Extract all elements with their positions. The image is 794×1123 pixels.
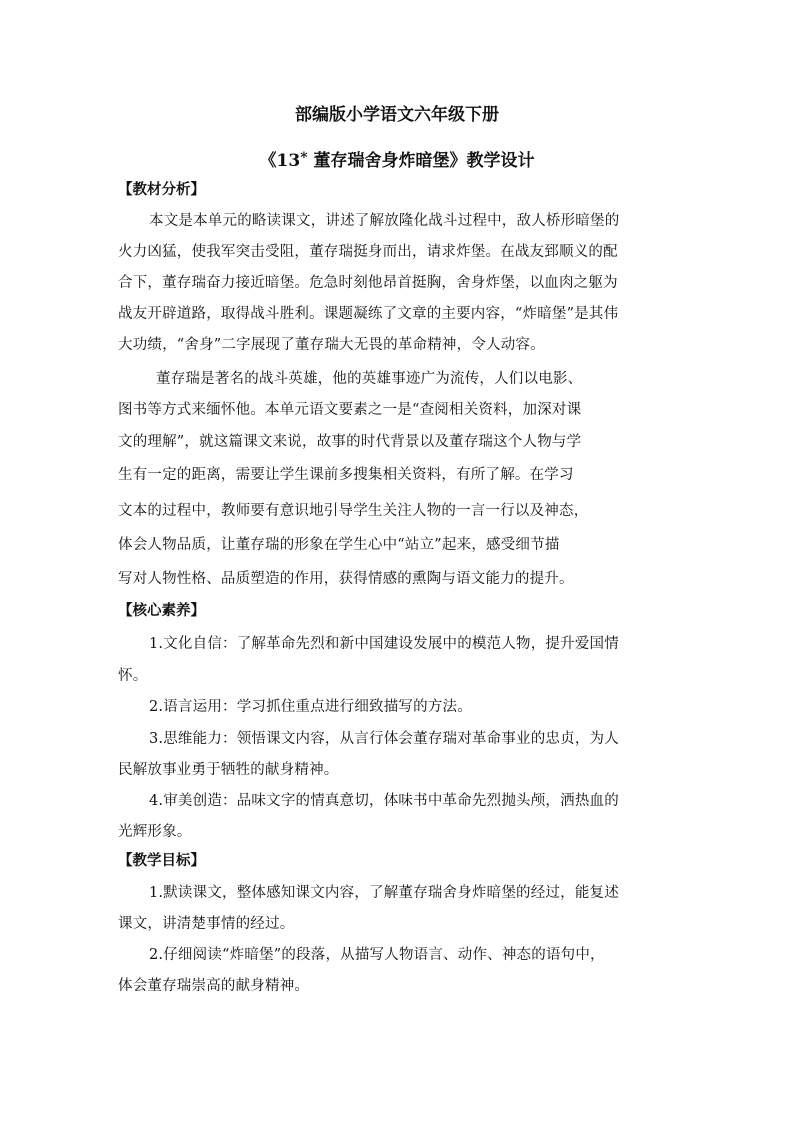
literacy-item-line: 4.审美创造：品味文字的情真意切，体味书中革命先烈抛头颅，洒热血的	[149, 793, 619, 809]
section-heading-literacy: 【核心素养】	[118, 602, 205, 619]
analysis-p1-line: 本文是本单元的略读课文，讲述了解放隆化战斗过程中，敌人桥形暗堡的	[149, 213, 620, 229]
analysis-p2-line: 文本的过程中，教师要有意识地引导学生关注人物的一言一行以及神态，	[118, 503, 589, 519]
section-heading-analysis: 【教材分析】	[118, 181, 205, 198]
analysis-p2-line: 体会人物品质，让董存瑞的形象在学生心中“站立”起来，感受细节描	[118, 537, 560, 553]
analysis-p2-line: 董存瑞是著名的战斗英雄，他的英雄事迹广为流传，人们以电影、	[156, 371, 583, 387]
analysis-p1-line: 战友开辟道路，取得战斗胜利。课题凝练了文章的主要内容，“炸暗堡”是其伟	[118, 306, 619, 322]
literacy-item-line: 1.文化自信：了解革命先烈和新中国建设发展中的模范人物，提升爱国情	[149, 636, 619, 652]
section-heading-goals: 【教学目标】	[118, 852, 205, 869]
analysis-p2-line: 生有一定的距离，需要让学生课前多搜集相关资料，有所了解。在学习	[118, 467, 574, 483]
literacy-item-line: 2.语言运用：学习抓住重点进行细致描写的方法。	[149, 699, 472, 715]
goals-item-line: 2.仔细阅读“炸暗堡”的段落，从描写人物语言、动作、神态的语句中，	[149, 947, 605, 963]
literacy-item-line: 民解放事业勇于牺牲的献身精神。	[118, 762, 339, 778]
analysis-p2-line: 文的理解”，就这篇课文来说，故事的时代背景以及董存瑞这个人物与学	[118, 434, 582, 450]
analysis-p1-line: 火力凶猛，使我军突击受阻，董存瑞挺身而出，请求炸堡。在战友郅顺义的配	[118, 244, 618, 260]
analysis-p2-line: 写对人物性格、品质塑造的作用，获得情感的熏陶与语文能力的提升。	[118, 571, 574, 587]
lesson-title-post: 董存瑞舍身炸暗堡》教学设计	[307, 151, 535, 171]
lesson-title-star: *	[300, 150, 308, 166]
literacy-item-line: 3.思维能力：领悟课文内容，从言行体会董存瑞对革命事业的忠贞，为人	[149, 731, 619, 747]
analysis-p1-line: 合下，董存瑞奋力接近暗堡。危急时刻他昂首挺胸，舍身炸堡，以血肉之躯为	[118, 275, 618, 291]
goals-item-line: 课文，讲清楚事情的经过。	[118, 916, 295, 932]
literacy-item-line: 光辉形象。	[118, 824, 192, 840]
document-title: 部编版小学语文六年级下册	[295, 105, 499, 125]
goals-item-line: 1.默读课文，整体感知课文内容，了解董存瑞舍身炸暗堡的经过，能复述	[149, 885, 619, 901]
lesson-title	[0, 150, 794, 172]
literacy-item-line: 怀。	[118, 668, 148, 684]
lesson-title-pre: 《13	[259, 151, 301, 171]
analysis-p2-line: 图书等方式来缅怀他。本单元语文要素之一是“查阅相关资料，加深对课	[118, 402, 582, 418]
analysis-p1-line: 大功绩，“舍身”二字展现了董存瑞大无畏的革命精神，令人动容。	[118, 337, 545, 353]
goals-item-line: 体会董存瑞崇高的献身精神。	[118, 978, 310, 994]
